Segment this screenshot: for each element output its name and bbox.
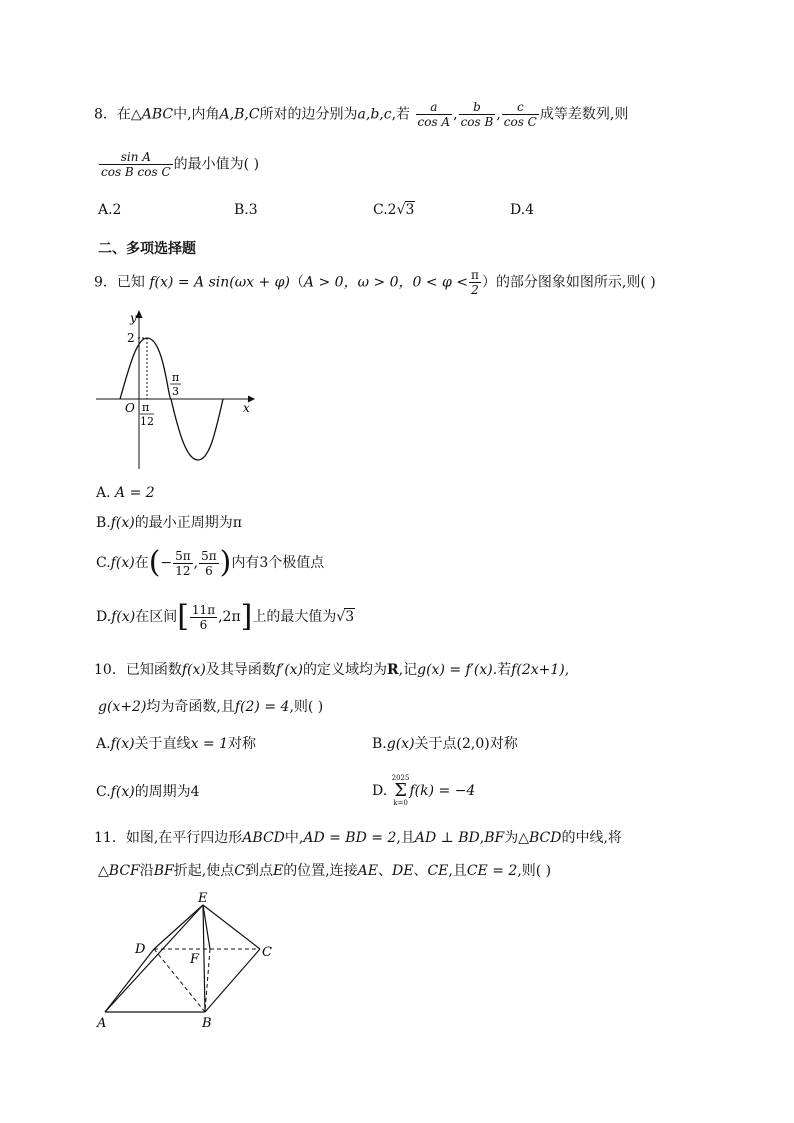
q9-option-d-text: 上的最大值为 [252, 609, 337, 625]
pi12-denominator: 12 [140, 415, 154, 428]
q10-option-c-text: 的周期为4 [134, 784, 200, 800]
q10-line1 [94, 661, 569, 679]
label-f: F [190, 952, 200, 967]
q9-option-c-text: 内有3个极值点 [231, 555, 325, 571]
left-bracket-icon: [ [177, 599, 189, 634]
q10-option-c-func: f(x) [110, 784, 135, 800]
y-axis-label: y [130, 311, 137, 325]
q8-stem-g: ,若 [391, 106, 411, 123]
q10-stem-c: 的定义域均为 [303, 662, 388, 678]
q9-number: 9． [94, 274, 117, 291]
q10-option-d[interactable] [372, 774, 475, 808]
q10-g-def: g(x) = f′(x) [417, 662, 493, 678]
q11-number: 11． [94, 830, 126, 846]
q11-line2-f: ,且 [448, 863, 467, 879]
sqrt-sign-icon: √ [396, 202, 406, 218]
right-bracket-icon: ] [240, 599, 253, 634]
q9-option-c-frac2: $\frac{5\pi}{6}$ [201, 548, 217, 578]
q10-domain: R [387, 662, 399, 678]
q8-stem-c: 中,内角 [173, 106, 220, 123]
q9-option-b[interactable] [96, 514, 242, 532]
q11-bf2: BF [153, 863, 174, 879]
q10-option-d-label: D. [372, 783, 388, 799]
section-heading-multiple-choice: 二、多项选择题 [98, 241, 196, 257]
q10-option-a-end: 对称 [228, 736, 257, 752]
q11-ae: AE [357, 863, 378, 879]
q9-option-c-in: 在 [134, 555, 149, 571]
q9-option-a[interactable] [96, 484, 155, 502]
q9-option-d-end: 2π [222, 609, 241, 625]
q9-option-d-label: D. [96, 609, 112, 625]
edge-bc [205, 949, 260, 1012]
label-c: C [262, 945, 272, 960]
q8-option-c[interactable] [373, 201, 415, 219]
q8-angles: A,B,C [219, 106, 260, 123]
q9-option-c-label: C. [96, 555, 111, 571]
q10-option-b-func: g(x) [386, 736, 415, 752]
summation-icon: 2025 Σ k=0 [391, 774, 410, 807]
q9-stem-a: 已知 [116, 274, 145, 291]
q10-option-c[interactable] [96, 783, 200, 801]
q8-option-c-coef: 2 [387, 202, 397, 218]
q10-option-b-end: 对称 [489, 736, 518, 752]
q8-stem-h: 成等差数列,则 [539, 106, 629, 123]
q9-cond-close: ） [481, 274, 496, 291]
label-d: D [135, 942, 146, 957]
q11-ce: CE [427, 863, 449, 879]
q10-option-c-label: C. [96, 784, 111, 800]
q9-option-c-frac1: $\frac{5\pi}{12}$ [175, 548, 191, 578]
q10-option-b-text: 关于点 [414, 736, 457, 752]
q9-stem-b: 的部分图象如图所示,则( ) [495, 274, 656, 291]
q10-stem-a: 已知函数 [125, 662, 182, 678]
q11-line2-g: ,则( ) [517, 863, 552, 879]
q11-ce-eq: CE = 2 [466, 863, 518, 879]
q10-condition: f(2) = 4 [234, 699, 290, 715]
q9-option-d-func: f(x) [111, 609, 136, 625]
q11-line1 [94, 829, 622, 847]
q9-option-b-text: 的最小正周期为 [134, 515, 233, 531]
q9-option-b-label: B. [96, 515, 111, 531]
q8-fraction-c: $\frac{c}{\text{cos C}}$ [503, 100, 537, 129]
q11-bcd: BCD [529, 830, 562, 846]
q9-option-d[interactable]: D.f(x)在区间[ $\frac{11\pi}{6}$ ,2π]上的最大值为√3 [96, 599, 355, 634]
q9-option-c-func: f(x) [110, 555, 135, 571]
q9-option-b-func: f(x) [110, 515, 135, 531]
q11-point-e: E [272, 863, 284, 879]
q10-stem-e: .若 [492, 662, 512, 678]
q11-stem-c: ,且 [396, 830, 415, 846]
q9-cond-open: （ [289, 274, 304, 291]
q11-line2-c: 折起,使点 [173, 863, 235, 879]
q8-fraction-b: $\frac{b}{\text{cos B}}$ [460, 100, 494, 129]
q8-stem-e: 所对的边分别为 [259, 106, 358, 123]
q11-stem-e: 为△ [504, 830, 529, 846]
q11-stem-f: 的中线,将 [561, 830, 622, 846]
q11-line2-d: 到点 [244, 863, 273, 879]
q11-point-c: C [234, 863, 245, 879]
sqrt-sign-icon: √ [336, 609, 346, 625]
edge-eb [203, 905, 205, 1012]
q10-number: 10． [94, 662, 126, 678]
q11-stem-a: 如图,在平行四边形 [125, 830, 243, 846]
q10-option-b[interactable] [372, 735, 518, 753]
q8-option-a[interactable]: A.2 [98, 202, 122, 218]
q8-expression-fraction: $\frac{\text{sin A}}{\text{cos B cos C}}$ [101, 150, 171, 179]
q10-g-shift: g(x+2) [98, 699, 147, 715]
q10-stem-f: , [564, 662, 570, 678]
q11-folded-parallelogram-figure [92, 888, 282, 1034]
q11-de: DE [391, 863, 414, 879]
q11-sep2: 、 [413, 863, 428, 879]
q9-option-b-value: π [232, 515, 242, 531]
q9-option-d-frac: $\frac{11\pi}{6}$ [191, 602, 216, 632]
edge-fb-dashed [205, 949, 210, 1012]
q10-option-d-expr: f(k) = −4 [409, 783, 476, 799]
q11-bcf: BCF [108, 863, 140, 879]
q11-stem-d: , [479, 830, 485, 846]
q11-line2-b: 沿 [139, 863, 154, 879]
q11-stem-b: 中, [284, 830, 304, 846]
q10-option-a-func: f(x) [110, 736, 135, 752]
pi12-numerator: π [142, 401, 150, 414]
q11-equation: AD = BD = 2 [303, 830, 397, 846]
q9-option-a-expr: A = 2 [115, 485, 155, 501]
pi3-denominator: 3 [172, 385, 179, 398]
q8-triangle-name: ABC [141, 106, 174, 123]
q11-bf: BF [484, 830, 505, 846]
q10-f: f(x) [181, 662, 206, 678]
q11-line2 [98, 862, 551, 880]
q9-option-d-radicand: 3 [345, 609, 355, 625]
q8-sides: a,b,c [357, 106, 392, 123]
q11-perpendicular: AD ⊥ BD [414, 830, 480, 846]
q9-stem [94, 268, 656, 297]
q10-line2-b: ,则( ) [289, 699, 324, 715]
q9-option-c[interactable]: C.f(x)在(− $\frac{5\pi}{12}$ , $\frac{5\pi}{6}$ )内有3个极值点 [96, 545, 325, 580]
q10-option-b-label: B. [372, 736, 387, 752]
q8-stem-a: 在△ [116, 106, 142, 123]
q10-option-a-text: 关于直线 [134, 736, 191, 752]
peak-value-label: 2 [127, 331, 135, 345]
q9-sine-graph [90, 304, 260, 476]
q9-condition: A > 0，ω > 0，0 < φ < [303, 274, 469, 291]
q8-fraction-a: $\frac{a}{\text{cos A}}$ [417, 100, 451, 129]
q10-stem-d: ,记 [398, 662, 418, 678]
q8-option-d[interactable]: D.4 [510, 202, 535, 218]
q11-parallelogram: ABCD [242, 830, 285, 846]
q11-triangle-symbol: △ [98, 863, 109, 879]
left-paren-icon: ( [148, 545, 161, 580]
q9-option-a-label: A. [96, 485, 111, 501]
edge-ea [105, 905, 203, 1012]
summation-lower: k=0 [393, 799, 408, 807]
edge-ad [105, 949, 154, 1012]
q11-line2-e: 的位置,连接 [283, 863, 358, 879]
label-a: A [97, 1016, 107, 1031]
q10-fprime: f′(x) [275, 662, 304, 678]
q10-line2 [98, 698, 323, 716]
q9-cond-fraction: $\frac{\pi}{2}$ [471, 268, 479, 297]
summation-upper: 2025 [391, 774, 410, 782]
q8-option-b[interactable]: B.3 [234, 202, 258, 218]
x-axis-label: x [243, 401, 250, 415]
q10-option-a-line: x = 1 [190, 736, 229, 752]
label-b: B [202, 1016, 212, 1031]
q10-option-a[interactable] [96, 735, 256, 753]
q10-stem-b: 及其导函数 [205, 662, 276, 678]
right-paren-icon: ) [219, 545, 232, 580]
edge-ec [203, 905, 260, 949]
q10-line2-a: 均为奇函数,且 [146, 699, 235, 715]
q8-line2-tail: 的最小值为( ) [173, 156, 260, 173]
q9-function: f(x) = A sin(ωx + φ) [149, 274, 290, 291]
pi3-numerator: π [172, 371, 180, 384]
edge-ed [154, 905, 203, 949]
q8-number: 8． [94, 106, 117, 123]
q8-option-c-label: C. [373, 202, 388, 218]
q8-option-c-radicand: 3 [405, 202, 415, 218]
q10-option-b-point: (2,0) [456, 736, 490, 752]
q10-option-a-label: A. [96, 736, 111, 752]
origin-label: O [125, 401, 135, 415]
q8-line1: 8．在△ABC中,内角A,B,C所对的边分别为a,b,c,若 $\frac{a}{\text{cos A}}$ , $\frac{b}{\text{cos B}}$ , $\frac{c}{\text{cos C}}$ 成等差数列,则 [94, 100, 629, 129]
label-e: E [198, 891, 208, 906]
q9-option-d-in: 在区间 [135, 609, 178, 625]
q8-line2 [98, 150, 259, 179]
q11-sep1: 、 [377, 863, 392, 879]
q10-f3: f(2x+1) [511, 662, 565, 678]
